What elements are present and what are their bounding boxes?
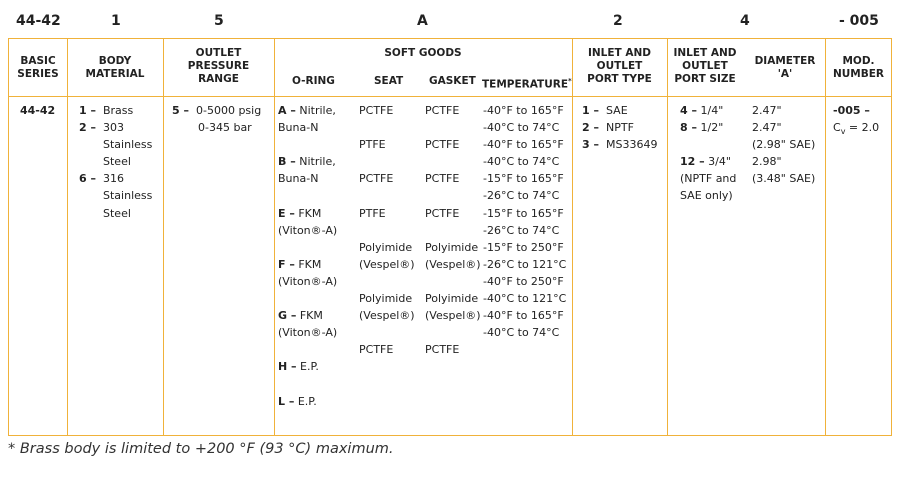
- header-oring: O-RING: [292, 75, 335, 87]
- divider: [667, 38, 668, 436]
- port-size-list: 4 – 1/4" 8 – 1/2" 12 – 3/4" (NPTF and SAE only): [680, 104, 737, 203]
- header-seat: SEAT: [374, 75, 404, 87]
- header-gasket: GASKET: [429, 75, 476, 87]
- code-mod: - 005: [839, 13, 879, 29]
- footnote: * Brass body is limited to +200 °F (93 °C) maximum.: [8, 441, 394, 457]
- header-diameter: DIAMETER 'A': [754, 55, 816, 80]
- mod-number: -005 – $C_v = 2.0$: [833, 104, 880, 137]
- header-temperature: TEMPERATURE*: [482, 77, 572, 91]
- code-soft-goods: A: [417, 13, 428, 29]
- code-pressure: 5: [214, 13, 224, 29]
- header-soft-goods: SOFT GOODS: [384, 47, 462, 59]
- oring-list: A – Nitrile, Buna-N B – Nitrile, Buna-N E – FKM (Viton®-A) F – FKM (Viton®-A) G – FKM (Viton®-A) H – E.P. L – E.P.: [278, 104, 338, 408]
- header-port-size: INLET AND OUTLET PORT SIZE: [673, 47, 737, 85]
- divider: [572, 38, 573, 436]
- header-body-material: BODY MATERIAL: [85, 55, 145, 80]
- code-body: 1: [111, 13, 121, 29]
- code-port-size: 4: [740, 13, 750, 29]
- diameter-list: 2.47" 2.47" (2.98" SAE) 2.98" (3.48" SAE): [752, 104, 816, 186]
- divider: [274, 38, 275, 436]
- header-outlet-pressure: OUTLET PRESSURE RANGE: [187, 47, 250, 85]
- header-divider: [8, 96, 892, 97]
- code-series: 44-42: [16, 13, 61, 29]
- series-value: 44-42: [20, 104, 56, 117]
- gasket-list: PCTFE PCTFE PCTFE PCTFE Polyimide (Vespel®) Polyimide (Vespel®) PCTFE: [425, 104, 481, 357]
- header-basic-series: BASIC SERIES: [17, 55, 59, 80]
- pressure-range: 5 – 0-5000 psig 0-345 bar: [172, 104, 262, 135]
- divider: [825, 38, 826, 436]
- port-type-list: 1 – SAE 2 – NPTF 3 – MS33649: [582, 104, 658, 152]
- code-port-type: 2: [613, 13, 623, 29]
- temperature-list: -40°F to 165°F -40°C to 74°C -40°F to 165°F -40°C to 74°C -15°F to 165°F -26°C to 74°C -15°F to 165°F -26°C to 74°C -15°F to 250°F -26°C to 121°C -40°F to 250°F -40°C to 121°C -40°F to 165°F -40°C to 74°C: [483, 104, 567, 340]
- seat-list: PCTFE PTFE PCTFE PTFE Polyimide (Vespel®) Polyimide (Vespel®) PCTFE: [359, 104, 415, 357]
- header-mod-number: MOD. NUMBER: [832, 55, 885, 80]
- divider: [163, 38, 164, 436]
- header-port-type: INLET AND OUTLET PORT TYPE: [587, 47, 652, 85]
- body-material-list: 1 – Brass 2 – 303 Stainless Steel 6 – 316 Stainless Steel: [79, 104, 153, 220]
- divider: [67, 38, 68, 436]
